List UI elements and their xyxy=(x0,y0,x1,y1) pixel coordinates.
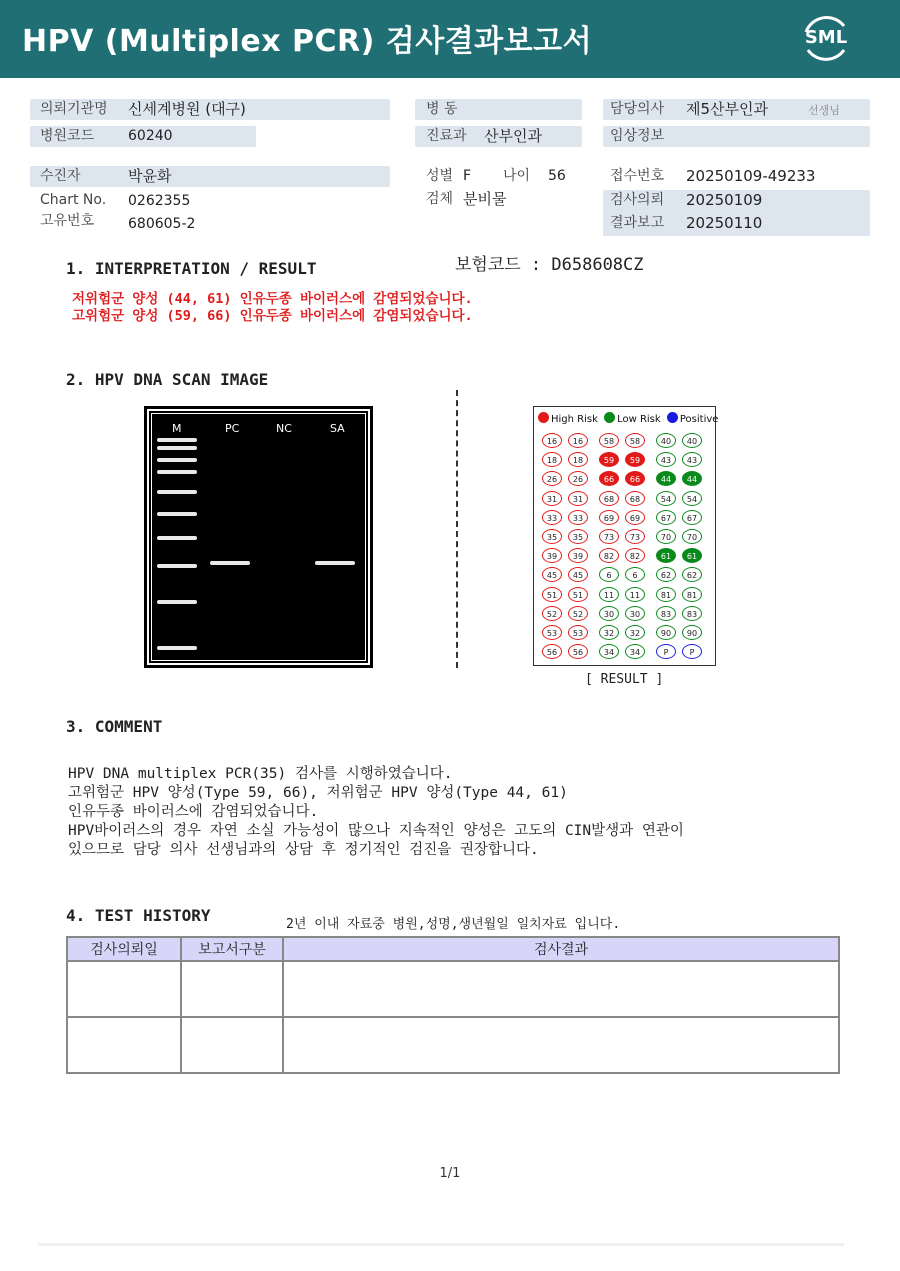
section-history-title: 4. TEST HISTORY xyxy=(66,906,211,925)
specimen-label: 검체 xyxy=(426,191,454,207)
clinical-label: 임상정보 xyxy=(610,128,665,144)
chip-well-6: 6 xyxy=(625,567,645,582)
receipt-label: 접수번호 xyxy=(610,168,665,184)
department-value: 산부인과 xyxy=(484,127,542,145)
unique-label: 고유번호 xyxy=(40,213,95,229)
result-line-1: 저위험군 양성 (44, 61) 인유두종 바이러스에 감염되었습니다. xyxy=(72,291,473,307)
department-label: 진료과 xyxy=(426,128,467,144)
chip-well-16: 16 xyxy=(568,433,588,448)
chip-well-P: P xyxy=(682,644,702,659)
lane-label-pc: PC xyxy=(225,422,240,435)
chip-well-52: 52 xyxy=(542,606,562,621)
chip-well-62: 62 xyxy=(656,567,676,582)
chip-well-51: 51 xyxy=(568,587,588,602)
chip-well-31: 31 xyxy=(542,491,562,506)
marker-band xyxy=(157,536,197,540)
marker-band xyxy=(157,458,197,462)
chip-well-30: 30 xyxy=(625,606,645,621)
chip-well-11: 11 xyxy=(599,587,619,602)
chip-well-68: 68 xyxy=(625,491,645,506)
table-row xyxy=(67,961,839,1017)
history-table xyxy=(66,936,840,1074)
doctor-suffix: 선생님 xyxy=(808,104,840,117)
chip-well-6: 6 xyxy=(599,567,619,582)
chip-well-59: 59 xyxy=(625,452,645,467)
sex-value: F xyxy=(463,168,472,184)
chip-well-45: 45 xyxy=(542,567,562,582)
report-label: 결과보고 xyxy=(610,215,665,231)
chip-well-70: 70 xyxy=(656,529,676,544)
chip-well-70: 70 xyxy=(682,529,702,544)
low-risk-dot-icon xyxy=(604,412,615,423)
marker-band xyxy=(157,512,197,516)
report-value: 20250110 xyxy=(686,214,763,232)
chip-well-44: 44 xyxy=(682,471,702,486)
chip-well-40: 40 xyxy=(682,433,702,448)
chip-well-81: 81 xyxy=(656,587,676,602)
chip-well-34: 34 xyxy=(625,644,645,659)
chip-well-59: 59 xyxy=(599,452,619,467)
comment-line-3: 인유두종 바이러스에 감염되었습니다. xyxy=(68,804,319,820)
chip-well-16: 16 xyxy=(542,433,562,448)
age-label: 나이 xyxy=(503,168,531,184)
specimen-value: 분비물 xyxy=(463,190,507,208)
marker-band xyxy=(157,564,197,568)
chip-well-51: 51 xyxy=(542,587,562,602)
history-col-type: 보고서구분 xyxy=(181,937,283,961)
marker-band xyxy=(157,490,197,494)
patient-label: 수진자 xyxy=(40,168,81,184)
request-value: 20250109 xyxy=(686,191,763,209)
marker-band xyxy=(157,470,197,474)
sex-label: 성별 xyxy=(426,168,454,184)
hospital-code-label: 병원코드 xyxy=(40,128,95,144)
gel-frame xyxy=(151,413,366,661)
doctor-value: 제5산부인과 xyxy=(686,100,768,118)
section-comment-title: 3. COMMENT xyxy=(66,717,163,736)
receipt-value: 20250109-49233 xyxy=(686,167,816,185)
comment-line-1: HPV DNA multiplex PCR(35) 검사를 시행하였습니다. xyxy=(68,766,453,782)
chip-well-67: 67 xyxy=(682,510,702,525)
chip-caption: [ RESULT ] xyxy=(585,672,664,687)
chip-well-44: 44 xyxy=(656,471,676,486)
footer-divider xyxy=(38,1243,844,1246)
history-header-row xyxy=(67,937,839,961)
doctor-label: 담당의사 xyxy=(610,101,665,117)
lane-label-nc: NC xyxy=(276,422,292,435)
history-col-result: 검사결과 xyxy=(283,937,839,961)
gel-image xyxy=(144,406,373,668)
institution-value: 신세계병원 (대구) xyxy=(128,100,246,118)
insurance-code: 보험코드 : D658608CZ xyxy=(455,255,644,275)
chip-well-81: 81 xyxy=(682,587,702,602)
request-label: 검사의뢰 xyxy=(610,192,665,208)
chip-well-26: 26 xyxy=(542,471,562,486)
patient-value: 박윤화 xyxy=(128,167,172,185)
chip-well-73: 73 xyxy=(625,529,645,544)
marker-band xyxy=(157,438,197,442)
legend-low: Low Risk xyxy=(617,414,661,425)
sa-band xyxy=(315,561,355,565)
chip-well-58: 58 xyxy=(625,433,645,448)
lane-label-m: M xyxy=(172,422,182,435)
logo-text: SML xyxy=(804,27,848,48)
chip-well-67: 67 xyxy=(656,510,676,525)
ward-label: 병 동 xyxy=(426,101,458,117)
chart-value: 0262355 xyxy=(128,193,191,209)
pc-band xyxy=(210,561,250,565)
chip-well-58: 58 xyxy=(599,433,619,448)
marker-band xyxy=(157,600,197,604)
chip-well-53: 53 xyxy=(542,625,562,640)
chip-well-68: 68 xyxy=(599,491,619,506)
chip-well-26: 26 xyxy=(568,471,588,486)
chip-well-32: 32 xyxy=(625,625,645,640)
chip-well-73: 73 xyxy=(599,529,619,544)
chip-well-56: 56 xyxy=(568,644,588,659)
chip-well-53: 53 xyxy=(568,625,588,640)
comment-line-2: 고위험군 HPV 양성(Type 59, 66), 저위험군 HPV 양성(Type 44, 61) xyxy=(68,785,568,801)
high-risk-dot-icon xyxy=(538,412,549,423)
institution-label: 의뢰기관명 xyxy=(40,101,108,117)
report-title: HPV (Multiplex PCR) 검사결과보고서 xyxy=(22,24,593,59)
chip-well-61: 61 xyxy=(682,548,702,563)
chip-well-40: 40 xyxy=(656,433,676,448)
chip-well-33: 33 xyxy=(568,510,588,525)
chip-well-54: 54 xyxy=(682,491,702,506)
report-header xyxy=(0,0,900,78)
legend-high: High Risk xyxy=(551,414,598,425)
unique-value: 680605-2 xyxy=(128,216,196,232)
chip-well-39: 39 xyxy=(568,548,588,563)
chip-well-45: 45 xyxy=(568,567,588,582)
chip-well-18: 18 xyxy=(568,452,588,467)
chip-well-43: 43 xyxy=(656,452,676,467)
section-interpretation-title: 1. INTERPRETATION / RESULT xyxy=(66,259,317,278)
chip-well-83: 83 xyxy=(656,606,676,621)
chip-well-69: 69 xyxy=(625,510,645,525)
table-row xyxy=(67,1017,839,1073)
chip-well-82: 82 xyxy=(625,548,645,563)
chip-well-34: 34 xyxy=(599,644,619,659)
result-line-2: 고위험군 양성 (59, 66) 인유두종 바이러스에 감염되었습니다. xyxy=(72,308,473,324)
hpv-chip-result xyxy=(533,406,719,666)
chip-well-90: 90 xyxy=(682,625,702,640)
chip-well-35: 35 xyxy=(542,529,562,544)
divider-dashed xyxy=(456,390,458,668)
chip-well-83: 83 xyxy=(682,606,702,621)
chip-well-52: 52 xyxy=(568,606,588,621)
chip-well-62: 62 xyxy=(682,567,702,582)
marker-band xyxy=(157,646,197,650)
page-number: 1/1 xyxy=(439,1166,461,1181)
lane-label-sa: SA xyxy=(330,422,345,435)
legend-pos: Positive xyxy=(679,414,719,425)
chip-well-61: 61 xyxy=(656,548,676,563)
hospital-code-value: 60240 xyxy=(128,128,173,144)
comment-line-5: 있으므로 담당 의사 선생님과의 상담 후 정기적인 검진을 권장합니다. xyxy=(68,842,539,858)
chip-well-82: 82 xyxy=(599,548,619,563)
history-col-date: 검사의뢰일 xyxy=(67,937,181,961)
chip-well-54: 54 xyxy=(656,491,676,506)
patient-row-bg xyxy=(30,166,390,187)
chip-well-90: 90 xyxy=(656,625,676,640)
chip-well-69: 69 xyxy=(599,510,619,525)
marker-band xyxy=(157,446,197,450)
age-value: 56 xyxy=(548,168,566,184)
chip-well-39: 39 xyxy=(542,548,562,563)
chip-well-32: 32 xyxy=(599,625,619,640)
comment-line-4: HPV바이러스의 경우 자연 소실 가능성이 많으나 지속적인 양성은 고도의 CIN발생과 연관이 xyxy=(68,823,684,839)
chip-well-35: 35 xyxy=(568,529,588,544)
chip-well-P: P xyxy=(656,644,676,659)
chip-well-56: 56 xyxy=(542,644,562,659)
section-scan-title: 2. HPV DNA SCAN IMAGE xyxy=(66,370,269,389)
chip-well-30: 30 xyxy=(599,606,619,621)
chip-well-11: 11 xyxy=(625,587,645,602)
chip-well-66: 66 xyxy=(625,471,645,486)
chip-legend xyxy=(538,412,718,425)
chip-well-66: 66 xyxy=(599,471,619,486)
chart-label: Chart No. xyxy=(40,192,107,208)
chip-well-43: 43 xyxy=(682,452,702,467)
chip-well-18: 18 xyxy=(542,452,562,467)
chip-well-31: 31 xyxy=(568,491,588,506)
positive-dot-icon xyxy=(667,412,678,423)
history-note: 2년 이내 자료중 병원,성명,생년월일 일치자료 입니다. xyxy=(286,917,621,932)
chip-well-33: 33 xyxy=(542,510,562,525)
